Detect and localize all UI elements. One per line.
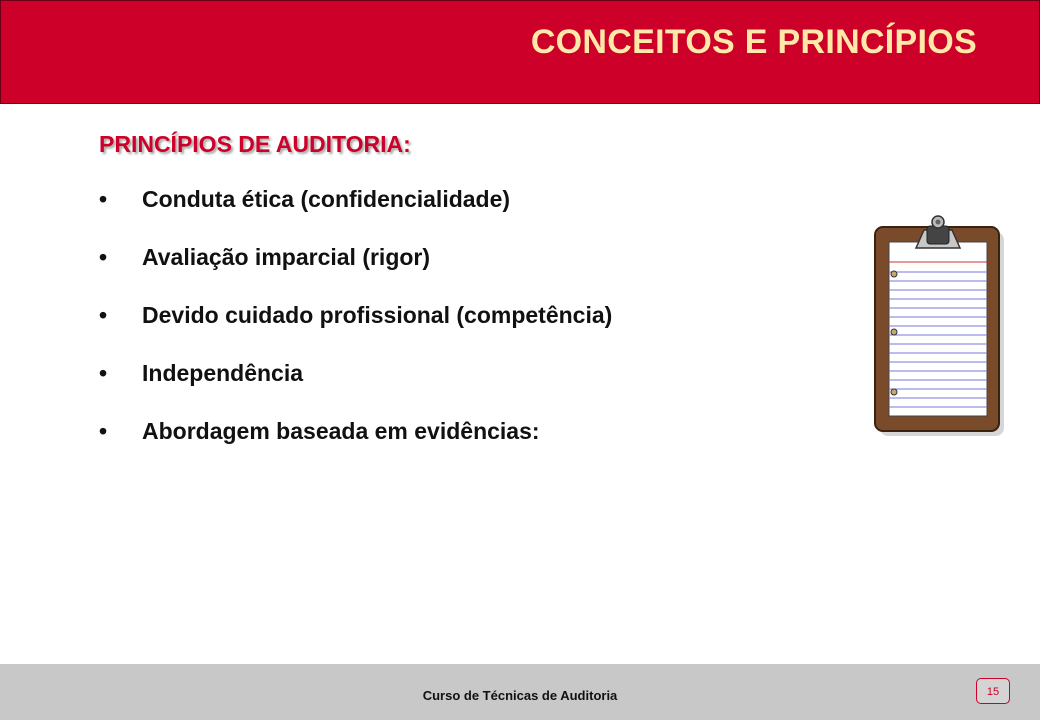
bullet-marker: • (99, 360, 108, 386)
list-item (99, 302, 612, 360)
title-bar (0, 0, 1040, 104)
list-item-text: Conduta ética (confidencialidade) (142, 186, 511, 212)
list-item (99, 186, 612, 244)
list-item-text: Independência (142, 360, 304, 386)
footer-bar (0, 664, 1040, 720)
page-number-badge: 15 (976, 678, 1010, 704)
list-item-text: Avaliação imparcial (rigor) (142, 244, 431, 270)
principles-list (99, 186, 612, 476)
list-item (99, 244, 612, 302)
slide-title: CONCEITOS E PRINCÍPIOS (530, 23, 977, 61)
bullet-marker: • (99, 302, 108, 328)
list-item-text: Abordagem baseada em evidências: (142, 418, 540, 444)
list-item-text: Devido cuidado profissional (competência) (142, 302, 613, 328)
section-heading: PRINCÍPIOS DE AUDITORIA: (99, 131, 411, 157)
bullet-marker: • (99, 186, 108, 212)
clipboard-icon (872, 212, 1004, 436)
course-name: Curso de Técnicas de Auditoria (422, 688, 618, 703)
list-item (99, 360, 612, 418)
bullet-marker: • (99, 418, 108, 444)
bullet-marker: • (99, 244, 108, 270)
list-item (99, 418, 612, 476)
